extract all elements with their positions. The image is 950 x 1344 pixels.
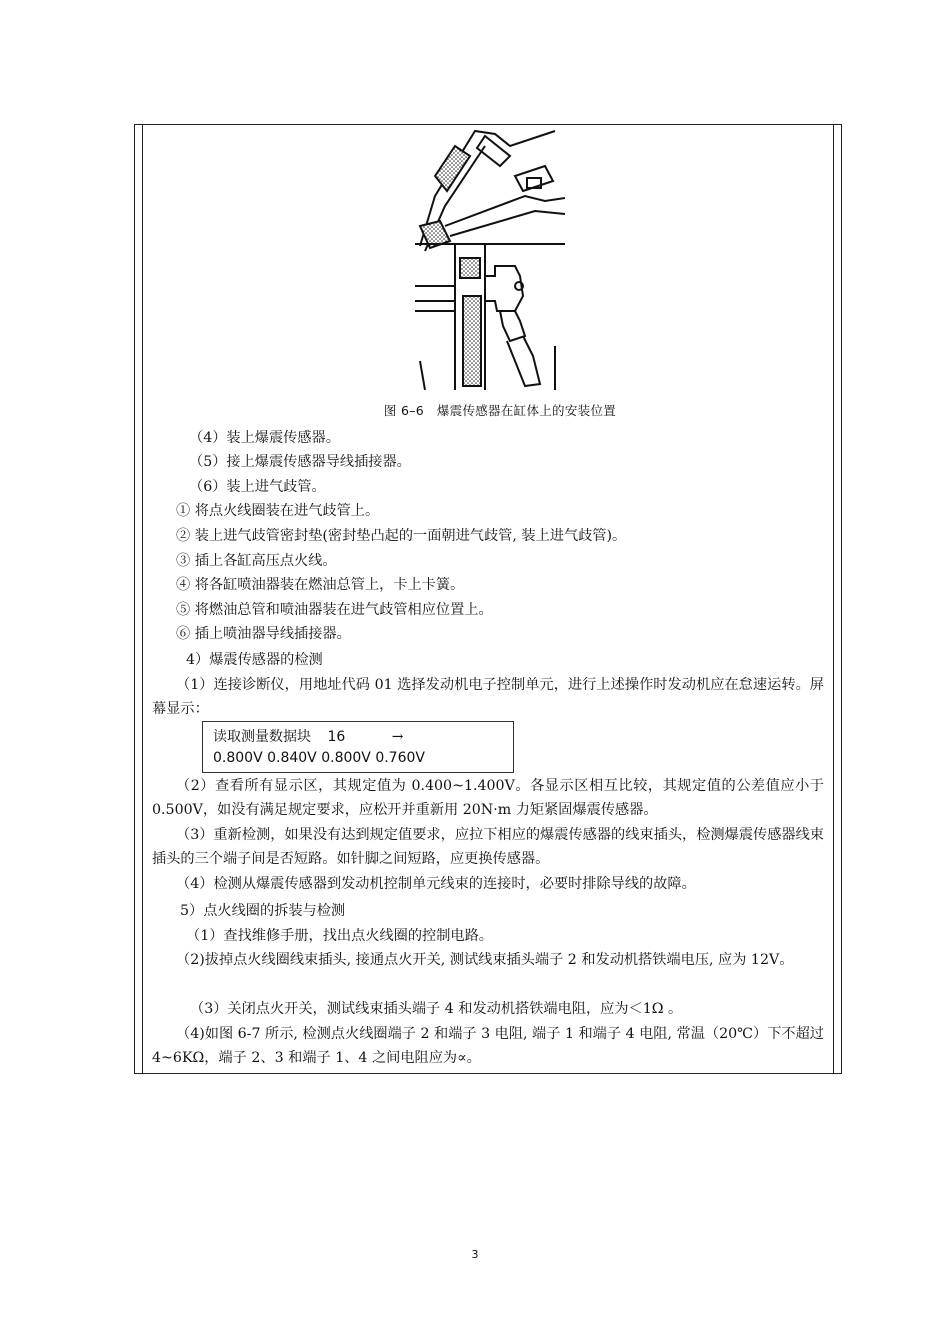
substep-5: ⑤ 将燃油总管和喷油器装在进气歧管相应位置上。 xyxy=(176,602,493,618)
section-4-paragraph-2-text: （2）查看所有显示区，其规定值为 0.400~1.400V。各显示区相互比较，其规定值的公差值应小于 0.500V，如没有满足规定要求，应松开并重新用 20N·m 力矩紧固爆震传感器。 xyxy=(152,778,824,818)
substep-2: ② 装上进气歧管密封垫(密封垫凸起的一面朝进气歧管, 装上进气歧管)。 xyxy=(176,528,627,544)
display-row-1 xyxy=(213,726,403,746)
table-right-inner-border xyxy=(833,124,834,1074)
substep-1: ① 将点火线圈装在进气歧管上。 xyxy=(176,503,380,519)
display-arrow: → xyxy=(391,729,404,745)
section-5-heading: 5）点火线圈的拆装与检测 xyxy=(180,903,346,919)
substep-6: ⑥ 插上喷油器导线插接器。 xyxy=(176,626,351,642)
section-4-paragraph-4-text: （4）检测从爆震传感器到发动机控制单元线束的连接时，必要时排除导线的故障。 xyxy=(176,876,696,892)
section-4-paragraph-3-text: （3）重新检测，如果没有达到规定值要求，应拉下相应的爆震传感器的线束插头，检测爆震传感器线束插头的三个端子间是否短路。如针脚之间短路，应更换传感器。 xyxy=(152,827,824,867)
section-4-paragraph-4 xyxy=(152,872,824,896)
section-5-paragraph-3: （3）关闭点火开关，测试线束插头端子 4 和发动机搭铁端电阻，应为＜1Ω 。 xyxy=(190,1001,683,1017)
section-4-heading: 4）爆震传感器的检测 xyxy=(186,652,323,668)
section-5-paragraph-4-text: （4)如图 6-7 所示, 检测点火线圈端子 2 和端子 3 电阻, 端子 1 和端子 4 电阻, 常温（20℃）下不超过 4~6KΩ，端子 2、3 和端子 1、4 之间电阻应为∝。 xyxy=(152,1026,824,1066)
figure-caption: 图 6–6 爆震传感器在缸体上的安装位置 xyxy=(383,403,617,418)
step-5: （5）接上爆震传感器导线插接器。 xyxy=(189,454,411,470)
page-number: 3 xyxy=(471,1248,479,1261)
section-4-paragraph-1-text: （1）连接诊断仪，用地址代码 01 选择发动机电子控制单元，进行上述操作时发动机应在怠速运转。屏幕显示： xyxy=(152,677,824,717)
section-4-paragraph-2 xyxy=(152,774,824,822)
display-label: 读取测量数据块 xyxy=(213,729,311,745)
diagnostic-display-box xyxy=(202,721,514,773)
section-5-paragraph-1: （1）查找维修手册，找出点火线圈的控制电路。 xyxy=(186,928,493,944)
table-left-inner-border xyxy=(142,124,143,1074)
display-block-number: 16 xyxy=(327,729,346,745)
step-4: （4）装上爆震传感器。 xyxy=(189,430,340,446)
knock-sensor-installation-figure xyxy=(415,126,565,390)
step-6: （6）装上进气歧管。 xyxy=(189,479,326,495)
display-row-2: 0.800V 0.840V 0.800V 0.760V xyxy=(213,750,425,766)
section-4-paragraph-3 xyxy=(152,823,824,871)
section-5-paragraph-2 xyxy=(152,948,824,972)
section-5-paragraph-2-text: （2)拔掉点火线圈线束插头, 接通点火开关, 测试线束插头端子 2 和发动机搭铁端电压, 应为 12V。 xyxy=(176,952,794,968)
section-5-paragraph-4 xyxy=(152,1022,824,1070)
section-4-paragraph-1 xyxy=(152,673,824,721)
substep-3: ③ 插上各缸高压点火线。 xyxy=(176,553,337,569)
substep-4: ④ 将各缸喷油器装在燃油总管上，卡上卡簧。 xyxy=(176,577,465,593)
